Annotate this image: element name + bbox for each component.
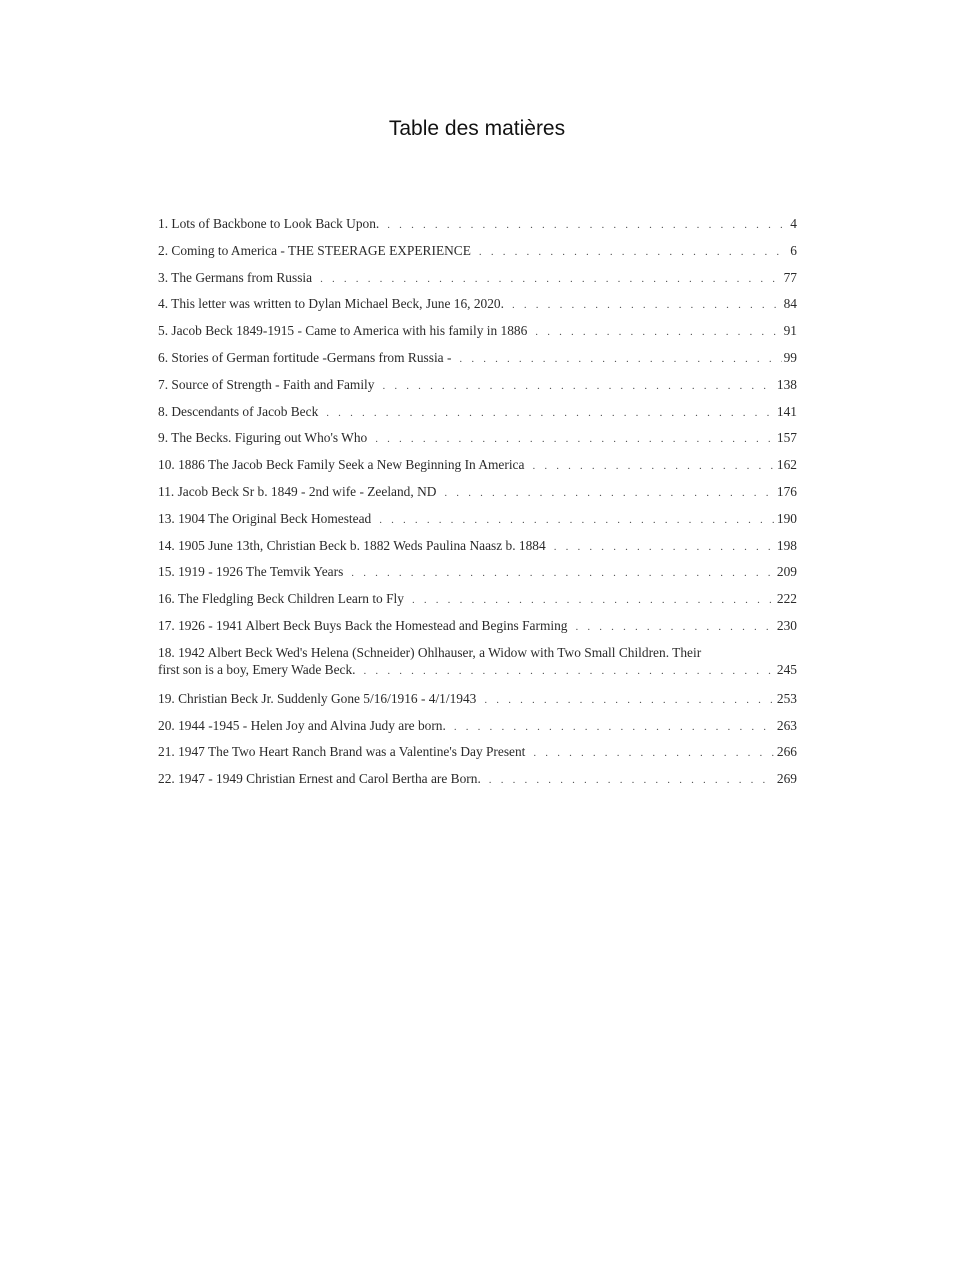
toc-entry[interactable] — [158, 481, 797, 508]
toc-entry-page: 222 — [776, 591, 797, 607]
toc-entry-page: 162 — [776, 457, 797, 473]
toc-entry-page: 6 — [790, 242, 797, 258]
toc-entry[interactable] — [158, 347, 797, 374]
toc-entry[interactable] — [158, 741, 797, 768]
dot-leader — [489, 770, 775, 791]
dot-leader — [379, 510, 775, 531]
toc-entry[interactable] — [158, 454, 797, 481]
toc-entry-title: 20. 1944 -1945 - Helen Joy and Alvina Judy are born. — [158, 717, 446, 733]
toc-entry-title: 9. The Becks. Figuring out Who's Who — [158, 430, 368, 446]
dot-leader — [454, 717, 775, 738]
toc-entry-title: 11. Jacob Beck Sr b. 1849 - 2nd wife - Zeeland, ND — [158, 483, 437, 499]
toc-entry[interactable] — [158, 768, 797, 795]
toc-entry[interactable] — [158, 213, 797, 240]
dot-leader — [533, 743, 775, 764]
dot-leader — [512, 295, 782, 316]
dot-leader — [351, 563, 775, 584]
toc-entry-page: 269 — [776, 771, 797, 787]
dot-leader — [364, 663, 775, 680]
dot-leader — [382, 376, 774, 397]
toc-entry-title: 2. Coming to America - THE STEERAGE EXPERIENCE — [158, 242, 471, 258]
toc-entry-page: 99 — [783, 349, 797, 365]
toc-entry[interactable] — [158, 320, 797, 347]
toc-entry-title: 8. Descendants of Jacob Beck — [158, 403, 319, 419]
toc-entry-page: 263 — [776, 717, 797, 733]
toc-entry-title: 7. Source of Strength - Faith and Family — [158, 376, 375, 392]
dot-leader — [554, 537, 775, 558]
dot-leader — [444, 483, 775, 504]
toc-entry-title: 21. 1947 The Two Heart Ranch Brand was a Valentine's Day Present — [158, 744, 526, 760]
toc-entry-page: 245 — [776, 661, 797, 677]
toc-entry-title: 6. Stories of German fortitude -Germans from Russia - — [158, 349, 452, 365]
toc-entry-title: 13. 1904 The Original Beck Homestead — [158, 510, 372, 526]
dot-leader — [575, 617, 774, 638]
toc-entry[interactable] — [158, 508, 797, 535]
toc-entry-title: 1. Lots of Backbone to Look Back Upon. — [158, 216, 380, 231]
toc-entry[interactable] — [158, 615, 797, 642]
toc-entry-title: 17. 1926 - 1941 Albert Beck Buys Back the Homestead and Begins Farming — [158, 617, 568, 633]
toc-entry-page: 198 — [776, 537, 797, 553]
dot-leader — [459, 349, 781, 370]
toc-entry-title-line2: first son is a boy, Emery Wade Beck. — [158, 661, 356, 677]
toc-entry-page: 138 — [776, 376, 797, 392]
toc-entry[interactable] — [158, 427, 797, 454]
dot-leader — [484, 690, 775, 711]
dot-leader — [326, 403, 775, 424]
dot-leader — [535, 322, 781, 343]
toc-entry-title: 16. The Fledgling Beck Children Learn to Fly — [158, 591, 404, 607]
toc-entry-title: 14. 1905 June 13th, Christian Beck b. 1882 Weds Paulina Naasz b. 1884 — [158, 537, 546, 553]
toc-entry-page: 84 — [783, 296, 797, 312]
toc-entry-title: 10. 1886 The Jacob Beck Family Seek a New Beginning In America — [158, 457, 525, 473]
toc-entry-title-line1: 18. 1942 Albert Beck Wed's Helena (Schneider) Ohlhauser, a Widow with Two Small Children. Their — [158, 644, 702, 660]
dot-leader — [375, 429, 775, 450]
dot-leader — [387, 215, 788, 236]
toc-entry[interactable] — [158, 401, 797, 428]
toc-entry[interactable] — [158, 715, 797, 742]
toc-entry-title: 15. 1919 - 1926 The Temvik Years — [158, 564, 344, 580]
dot-leader — [412, 590, 775, 611]
toc-entry-page: 4 — [790, 216, 797, 231]
table-of-contents — [158, 213, 797, 795]
toc-entry-page: 77 — [783, 269, 797, 285]
dot-leader — [320, 269, 782, 290]
toc-entry-page: 190 — [776, 510, 797, 526]
toc-entry-page: 157 — [776, 430, 797, 446]
toc-entry-page: 253 — [776, 690, 797, 706]
toc-entry-page: 209 — [776, 564, 797, 580]
toc-entry[interactable] — [158, 688, 797, 715]
dot-leader — [532, 456, 774, 477]
page-title: Table des matières — [388, 117, 566, 140]
toc-entry[interactable] — [158, 588, 797, 615]
toc-entry[interactable] — [158, 374, 797, 401]
toc-entry[interactable] — [158, 240, 797, 267]
toc-entry[interactable] — [158, 642, 797, 688]
toc-entry-title: 22. 1947 - 1949 Christian Ernest and Carol Bertha are Born. — [158, 771, 481, 787]
toc-entry-page: 266 — [776, 744, 797, 760]
toc-entry-page: 91 — [783, 323, 797, 339]
toc-entry[interactable] — [158, 267, 797, 294]
dot-leader — [479, 242, 788, 263]
toc-entry[interactable] — [158, 293, 797, 320]
toc-entry-page: 230 — [776, 617, 797, 633]
toc-entry[interactable] — [158, 535, 797, 562]
toc-entry-title: 3. The Germans from Russia — [158, 269, 313, 285]
toc-entry-line2 — [158, 661, 797, 680]
toc-entry[interactable] — [158, 561, 797, 588]
toc-entry-title: 5. Jacob Beck 1849-1915 - Came to America with his family in 1886 — [158, 323, 528, 339]
toc-entry-page: 141 — [776, 403, 797, 419]
toc-entry-title: 19. Christian Beck Jr. Suddenly Gone 5/16/1916 - 4/1/1943 — [158, 690, 477, 706]
toc-entry-title: 4. This letter was written to Dylan Michael Beck, June 16, 2020. — [158, 296, 504, 312]
toc-entry-page: 176 — [776, 483, 797, 499]
